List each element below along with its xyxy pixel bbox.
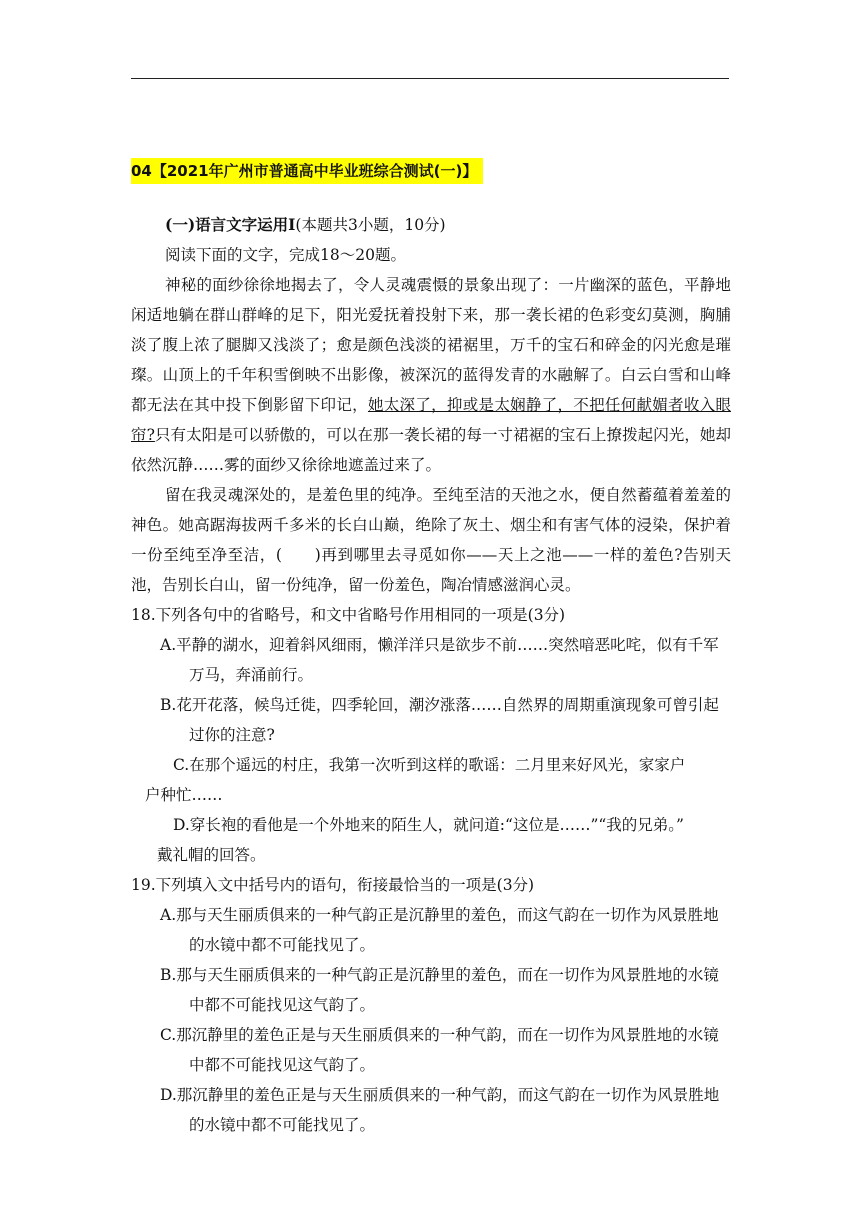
header-rule [131, 78, 729, 79]
passage-underlined-sentence: 她太深了，抑或是太娴静了，不把任何献媚者收入眼帘? [131, 396, 731, 444]
question-19-stem: 19.下列填入文中括号内的语句，衔接最恰当的一项是(3分) [131, 876, 535, 894]
reading-instruction: 阅读下面的文字，完成18～20题。 [165, 246, 406, 264]
passage-paragraph-1 [131, 270, 731, 480]
question-18-option-d [131, 810, 731, 870]
passage-p1-part-b: 只有太阳是可以骄傲的，可以在那一袭长裙的每一寸裙裾的宝石上撩拨起闪光，她却依然沉静……雾的面纱又徐徐地遮盖过来了。 [131, 426, 731, 474]
passage-p1-part-a: 神秘的面纱徐徐地揭去了，令人灵魂震慑的景象出现了：一片幽深的蓝色，平静地闲适地躺在群山群峰的足下，阳光爱抚着投射下来，那一袭长裙的色彩变幻莫测，胸脯淡了腹上浓了腿脚又浅淡了；愈是颜色浅淡的裙裾里，万千的宝石和碎金的闪光愈是璀璨。山顶上的千年积雪倒映不出影像，被深沉的蓝得发青的水融解了。白云白雪和山峰都无法在其中投下倒影留下印记， [131, 276, 731, 414]
question-18-option-c [131, 750, 731, 810]
document-body [131, 210, 731, 1140]
question-19-option-a: A.那与天生丽质俱来的一种气韵正是沉静里的羞色，而这气韵在一切作为风景胜地的水镜中都不可能找见了。 [160, 906, 719, 954]
question-18-option-a: A.平静的湖水，迎着斜风细雨，懒洋洋只是欲步不前……突然喑恶叱咤，似有千军万马，奔涌前行。 [160, 636, 719, 684]
exam-title: 04【2021年广州市普通高中毕业班综合测试(一)】 [131, 158, 483, 184]
question-19-option-c: C.那沉静里的羞色正是与天生丽质俱来的一种气韵，而在一切作为风景胜地的水镜中都不可能找见这气韵了。 [160, 1026, 719, 1074]
question-18-option-c-line1: C.在那个遥远的村庄，我第一次听到这样的歌谣：二月里来好风光，家家户 [173, 756, 686, 774]
question-19-option-d: D.那沉静里的羞色正是与天生丽质俱来的一种气韵，而这气韵在一切作为风景胜地的水镜中都不可能找见了。 [160, 1086, 720, 1134]
section-heading-label: (一)语言文字运用Ⅰ [165, 215, 296, 234]
question-18-option-d-line2: 戴礼帽的回答。 [157, 846, 266, 864]
question-18-option-d-line1: D.穿长袍的看他是一个外地来的陌生人，就问道:“这位是……”“我的兄弟。” [173, 816, 684, 834]
question-18-option-b: B.花开花落，候鸟迁徙，四季轮回，潮汐涨落……自然界的周期重演现象可曾引起过你的注意? [160, 696, 719, 744]
question-18-stem: 18.下列各句中的省略号，和文中省略号作用相同的一项是(3分) [131, 606, 566, 624]
passage-paragraph-2: 留在我灵魂深处的，是羞色里的纯净。至纯至洁的天池之水，便自然蓄蕴着羞羞的神色。她高踞海拔两千多米的长白山巅，绝除了灰土、烟尘和有害气体的浸染，保护着一份至纯至净至洁，( )再到哪里去寻觅如你——天上之池——一样的羞色?告别天池，告别长白山，留一份纯净，留一份羞色，陶冶情感滋润心灵。 [131, 486, 731, 594]
section-heading-note: (本题共3小题，10分) [295, 216, 446, 234]
section-heading [131, 210, 731, 240]
question-19-option-b: B.那与天生丽质俱来的一种气韵正是沉静里的羞色，而在一切作为风景胜地的水镜中都不可能找见这气韵了。 [160, 966, 719, 1014]
question-18-option-c-line2: 户种忙…… [145, 786, 223, 804]
